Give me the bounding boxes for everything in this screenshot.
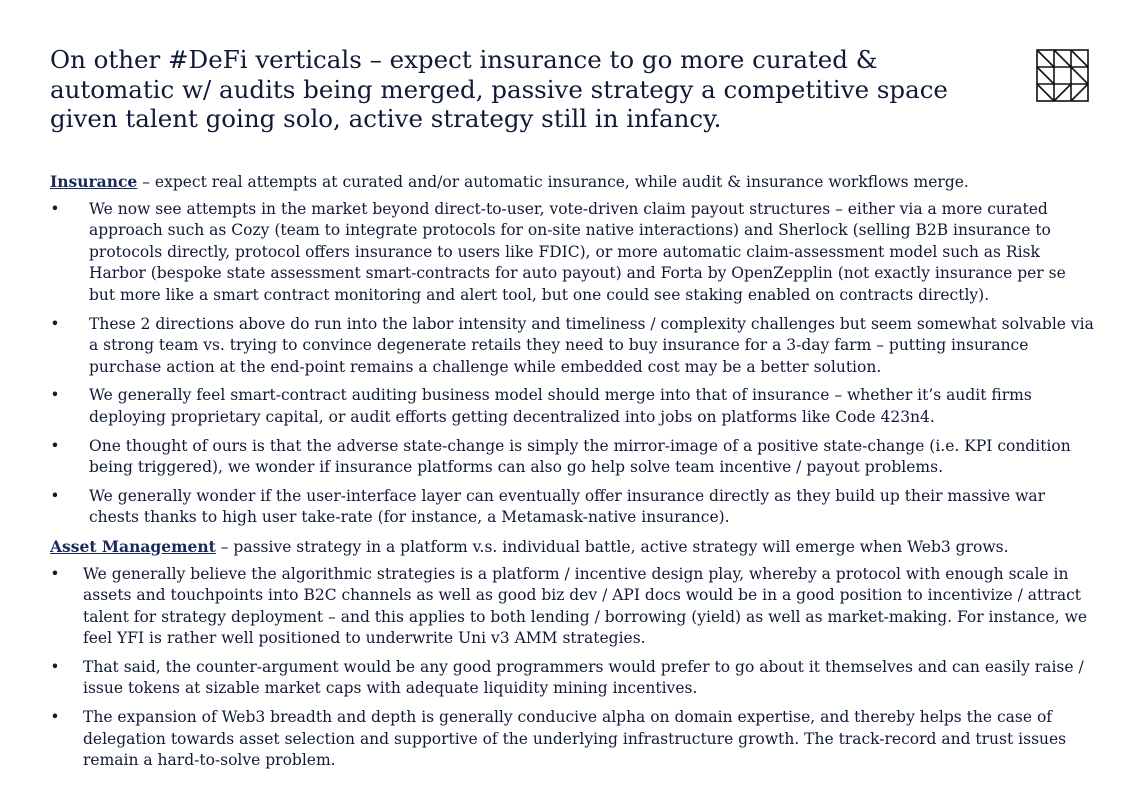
bullet-icon: • [50, 564, 60, 583]
title-line: On other #DeFi verticals – expect insurance to go more curated & [50, 45, 878, 74]
list-item [50, 199, 1095, 307]
list-item-text: One thought of ours is that the adverse state-change is simply the mirror-image of a positive state-change (i.e. KPI condition being triggered), we wonder if insurance platforms can also go help solve team incentive / payout problems. [89, 436, 1071, 477]
list-item-text: We generally wonder if the user-interface layer can eventually offer insurance directly as they build up their massive war chests thanks to high user take-rate (for instance, a Metamask-native insurance). [89, 486, 1046, 527]
section-heading-asset-management [50, 536, 1095, 559]
section-heading-insurance [50, 171, 1095, 194]
title-line: given talent going solo, active strategy still in infancy. [50, 104, 722, 133]
list-item [50, 707, 1095, 772]
grid-triangle-logo-icon [1036, 49, 1089, 102]
section-summary: – passive strategy in a platform v.s. individual battle, active strategy will emerge when Web3 grows. [215, 537, 1009, 556]
document-body [50, 171, 1095, 779]
bullet-icon: • [50, 486, 60, 505]
list-item-text: The expansion of Web3 breadth and depth is generally conducive alpha on domain expertise, and thereby helps the case of delegation towards asset selection and supportive of the underlying infrastructure growth. The track-record and trust issues remain a hard-to-solve problem. [83, 708, 1067, 770]
list-item [50, 657, 1095, 700]
title-line: automatic w/ audits being merged, passive strategy a competitive space [50, 74, 948, 104]
section-term: Asset Management [50, 536, 216, 556]
list-item-text: That said, the counter-argument would be any good programmers would prefer to go about it themselves and can easily raise / issue tokens at sizable market caps with adequate liquidity mining incentives. [83, 657, 1084, 698]
list-item [50, 314, 1095, 379]
list-item-text: We now see attempts in the market beyond direct-to-user, vote-driven claim payout structures – either via a more curated approach such as Cozy (team to integrate protocols for on-site native interactions) and Sherlock (selling B2B insurance to protocols directly, protocol offers insurance to users like FDIC), or more automatic claim-assessment model such as Risk Harbor (bespoke state assessment smart-contracts for auto payout) and Forta by OpenZepplin (not exactly insurance per se but more like a smart contract monitoring and alert tool, but one could see staking enabled on contracts directly). [89, 199, 1066, 304]
page-title [50, 45, 950, 134]
bullet-icon: • [50, 199, 60, 218]
list-item [50, 564, 1095, 650]
list-item-text: These 2 directions above do run into the labor intensity and timeliness / complexity challenges but seem somewhat solvable via a strong team vs. trying to convince degenerate retails they need to buy insurance for a 3-day farm – putting insurance purchase action at the end-point remains a challenge while embedded cost may be a better solution. [89, 314, 1094, 376]
bullet-icon: • [50, 436, 60, 455]
bullet-icon: • [50, 708, 60, 727]
bullet-icon: • [50, 386, 60, 405]
list-item [50, 486, 1095, 529]
bullet-list-asset-management [50, 564, 1095, 772]
list-item [50, 385, 1095, 428]
list-item-text: We generally believe the algorithmic strategies is a platform / incentive design play, whereby a protocol with enough scale in assets and touchpoints into B2C channels as well as good biz dev / API docs would be in a good position to incentivize / attract talent for strategy deployment – and this applies to both lending / borrowing (yield) as well as market-making. For instance, we feel YFI is rather well positioned to underwrite Uni v3 AMM strategies. [83, 564, 1088, 648]
list-item-text: We generally feel smart-contract auditing business model should merge into that of insurance – whether it’s audit firms deploying proprietary capital, or audit efforts getting decentralized into jobs on platforms like Code 423n4. [89, 386, 1032, 426]
bullet-icon: • [50, 314, 60, 333]
list-item [50, 436, 1095, 479]
section-term: Insurance [50, 172, 138, 191]
bullet-icon: • [50, 657, 60, 676]
section-summary: – expect real attempts at curated and/or automatic insurance, while audit & insurance workflows merge. [137, 173, 969, 191]
bullet-list-insurance [50, 199, 1095, 529]
